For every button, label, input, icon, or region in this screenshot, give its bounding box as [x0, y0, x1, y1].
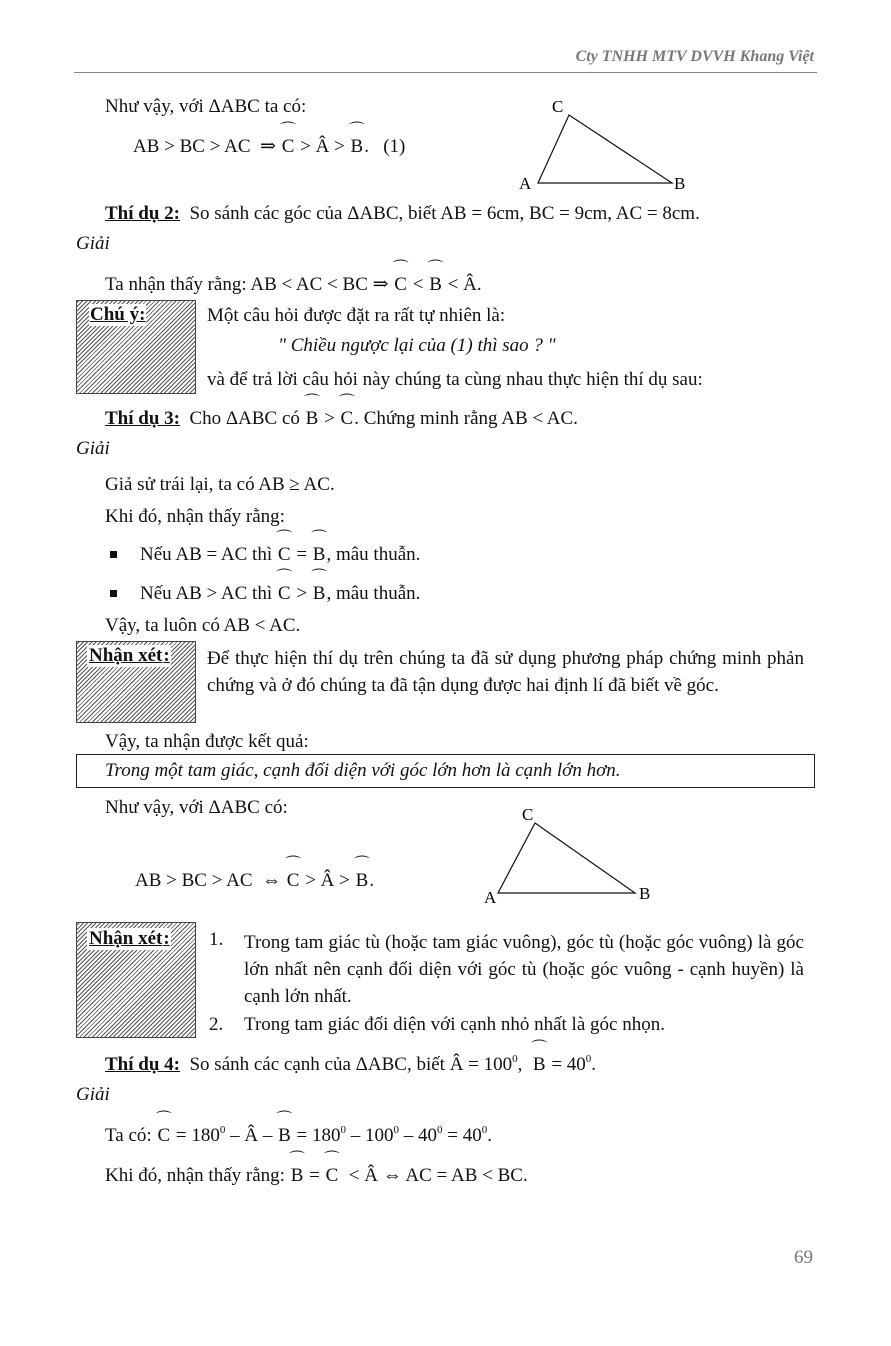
remark2-label-box — [76, 922, 196, 1038]
formula-1: AB > BC > AC ⇒ ⌒ C > Â > ⌒ B. (1) — [133, 122, 406, 157]
example4-solution-label: Giải — [76, 1084, 110, 1105]
remark2-item-1: Trong tam giác tù (hoặc tam giác vuông), góc tù (hoặc góc vuông) là góc lớn nhất nên cạnh đối diện với góc tù (hoặc góc vuông - cạnh huyền) là cạnh lớn nhất. — [244, 932, 804, 1007]
example2-text: So sánh các góc của ΔABC, biết AB = 6cm, BC = 9cm, AC = 8cm. — [189, 203, 700, 224]
example3-line-1: Giả sử trái lại, ta có AB ≥ AC. — [105, 474, 335, 495]
remark1-label: Nhận xét: — [89, 645, 170, 666]
example4-label: Thí dụ 4: — [105, 1054, 180, 1075]
example2-statement — [105, 203, 700, 225]
remark2-item-2: Trong tam giác đối diện với cạnh nhỏ nhất là góc nhọn. — [244, 1014, 665, 1035]
vertex-a-label: A — [519, 174, 532, 193]
triangle-diagram-2 — [478, 800, 668, 912]
formula-1-label: (1) — [383, 136, 406, 157]
example4-final: Khi đó, nhận thấy rằng: ⌒ B = ⌒ C < Â ⇔ AC = AB < BC. — [105, 1151, 528, 1186]
example2-label: Thí dụ 2: — [105, 203, 180, 224]
example3-conclusion: Vậy, ta luôn có AB < AC. — [105, 615, 301, 636]
example2-solution: Ta nhận thấy rằng: AB < AC < BC ⇒ ⌒ C < ⌒ B < Â. — [105, 260, 482, 295]
vertex-a-label-2: A — [484, 888, 497, 907]
example3-bullet-1: Nếu AB = AC thì ⌒ C = ⌒ B, mâu thuẫn. — [140, 530, 421, 565]
note-label-box — [76, 300, 196, 394]
section1-intro: Như vậy, với ΔABC ta có: — [105, 96, 307, 117]
section2-intro: Như vậy, với ΔABC có: — [105, 797, 288, 818]
formula-2: AB > BC > AC ⇔ ⌒ C > Â > ⌒ B. — [135, 856, 375, 891]
page-number: 69 — [794, 1247, 813, 1268]
theorem-text: Trong một tam giác, cạnh đối diện với góc lớn hơn là cạnh lớn hơn. — [105, 760, 621, 781]
vertex-b-label-2: B — [639, 884, 651, 903]
vertex-c-label-2: C — [522, 805, 534, 824]
example4-calculation: Ta có: ⌒ $C = 180^0$ – Â – ⌒ $B = 180^0 - 100^0 - 40^0 = 40^0$. — [105, 1111, 492, 1146]
example3-line-2: Khi đó, nhận thấy rằng: — [105, 506, 285, 527]
formula-1-left: AB > BC > AC — [133, 136, 251, 157]
running-header: Cty TNHH MTV DVVH Khang Việt — [575, 48, 814, 65]
bullet-1 — [110, 551, 117, 558]
example3-solution-label: Giải — [76, 438, 110, 459]
result-intro: Vậy, ta nhận được kết quả: — [105, 731, 309, 752]
example3-statement: Thí dụ 3: Cho ΔABC có ⌒ B > ⌒ C. Chứng minh rằng AB < AC. — [105, 394, 578, 429]
theorem-box — [76, 754, 815, 788]
example2-solution-label: Giải — [76, 233, 110, 254]
remark2-label: Nhận xét: — [89, 928, 170, 949]
note-line-3: và để trả lời câu hỏi này chúng ta cùng nhau thực hiện thí dụ sau: — [207, 369, 703, 390]
bullet-2 — [110, 590, 117, 597]
remark1-text: Để thực hiện thí dụ trên chúng ta đã sử dụng phương pháp chứng minh phản chứng và ở đó chúng ta đã tận dụng được hai định lí đã biết về góc. — [207, 648, 804, 696]
note-line-1: Một câu hỏi được đặt ra rất tự nhiên là: — [207, 305, 506, 326]
triangle-diagram-1 — [510, 92, 700, 197]
remark1-label-box — [76, 641, 196, 723]
note-label: Chú ý: — [90, 304, 146, 325]
example4-statement: Thí dụ 4: So sánh các cạnh của ΔABC, biết Â = $100^0$, ⌒ $B = 40^0$. — [105, 1040, 597, 1075]
vertex-c-label: C — [552, 97, 564, 116]
note-line-2: " Chiều ngược lại của (1) thì sao ? " — [278, 335, 556, 356]
header-rule — [74, 72, 817, 73]
example3-bullet-2: Nếu AB > AC thì ⌒ C > ⌒ B, mâu thuẫn. — [140, 569, 421, 604]
vertex-b-label: B — [674, 174, 686, 193]
example3-label: Thí dụ 3: — [105, 408, 180, 429]
